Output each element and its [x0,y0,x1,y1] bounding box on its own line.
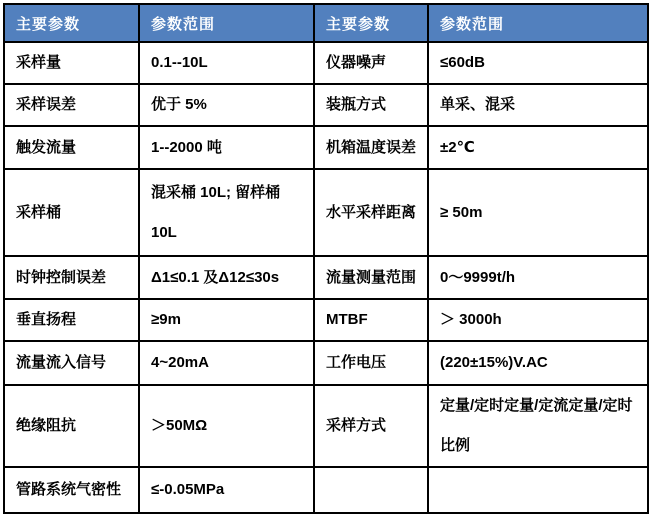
table-row [4,467,648,513]
param-name-cell: 垂直扬程 [4,299,139,341]
param-value-cell [428,467,648,513]
param-value-cell: 混采桶 10L; 留样桶 10L [139,169,314,256]
param-name-cell: 机箱温度误差 [314,126,428,169]
param-value-cell: 优于 5% [139,84,314,126]
param-value-cell: 1--2000 吨 [139,126,314,169]
param-name-cell: 触发流量 [4,126,139,169]
param-value-cell: 0～9999t/h [428,256,648,299]
param-value-cell: (220±15%)V.AC [428,341,648,385]
param-name-cell: 时钟控制误差 [4,256,139,299]
param-name-cell: 装瓶方式 [314,84,428,126]
table-row [4,42,648,84]
param-name-cell: 流量测量范围 [314,256,428,299]
param-name-cell: 采样桶 [4,169,139,256]
table-row [4,299,648,341]
table-row [4,341,648,385]
header-row [4,4,648,42]
param-value-cell: ≤-0.05MPa [139,467,314,513]
param-value-cell: ≥ 50m [428,169,648,256]
column-header-param-left: 主要参数 [4,4,139,42]
param-value-cell: 定量/定时定量/定流定量/定时比例 [428,385,648,467]
param-value-cell: ±2℃ [428,126,648,169]
table-row [4,84,648,126]
spec-table [3,3,649,514]
table-row [4,169,648,256]
param-name-cell: 采样方式 [314,385,428,467]
param-value-cell: ≤60dB [428,42,648,84]
column-header-range-left: 参数范围 [139,4,314,42]
param-name-cell: 仪器噪声 [314,42,428,84]
table-row [4,385,648,467]
param-name-cell: 水平采样距离 [314,169,428,256]
param-value-cell: Δ1≤0.1 及Δ12≤30s [139,256,314,299]
param-name-cell: 工作电压 [314,341,428,385]
param-value-cell: ＞50MΩ [139,385,314,467]
param-name-cell: 采样误差 [4,84,139,126]
param-name-cell [314,467,428,513]
param-name-cell: 绝缘阻抗 [4,385,139,467]
param-value-cell: 单采、混采 [428,84,648,126]
column-header-param-right: 主要参数 [314,4,428,42]
table-row [4,126,648,169]
param-name-cell: 采样量 [4,42,139,84]
param-value-cell: 4~20mA [139,341,314,385]
param-name-cell: MTBF [314,299,428,341]
param-value-cell: ≥9m [139,299,314,341]
param-name-cell: 管路系统气密性 [4,467,139,513]
table-row [4,256,648,299]
param-name-cell: 流量流入信号 [4,341,139,385]
param-value-cell: ＞ 3000h [428,299,648,341]
column-header-range-right: 参数范围 [428,4,648,42]
param-value-cell: 0.1--10L [139,42,314,84]
page [0,3,650,520]
